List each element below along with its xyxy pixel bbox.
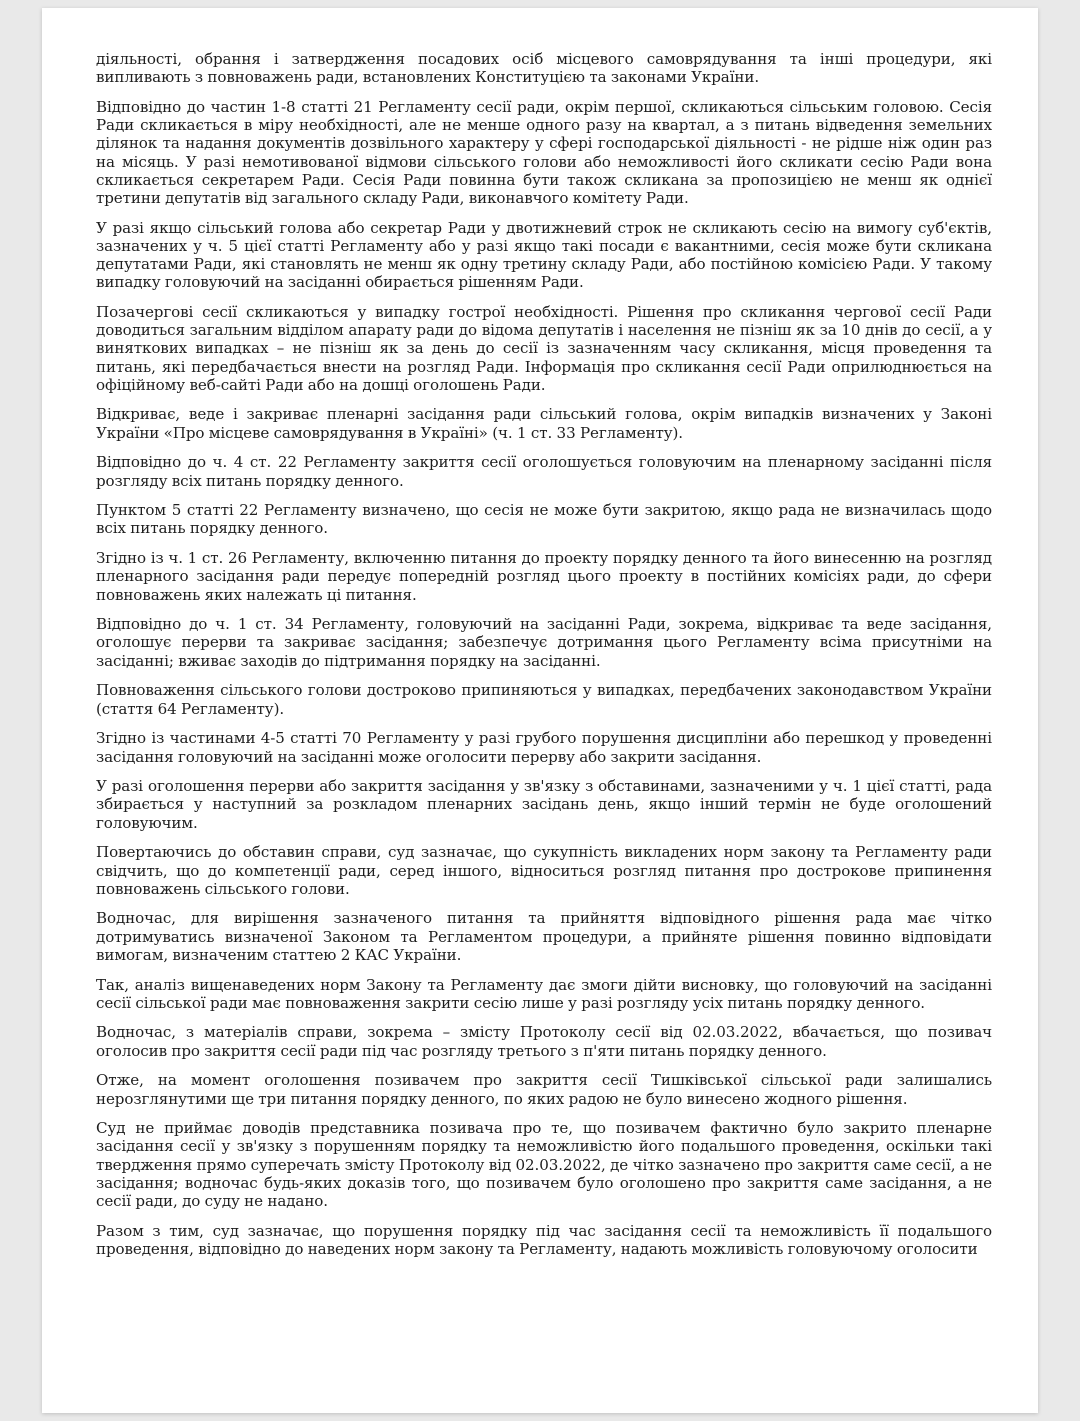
paragraph-1: діяльності, обрання і затвердження посадових осіб місцевого самоврядування та інші процедури, які випливають з повноважень ради, встановлених Конституцією та законами України. [96,50,992,87]
paragraph-7: Пунктом 5 статті 22 Регламенту визначено, що сесія не може бути закритою, якщо рада не визначилась щодо всіх питань порядку денного. [96,501,992,538]
paragraph-18: Суд не приймає доводів представника позивача про те, що позивачем фактично було закрито пленарне засідання сесії у зв'язку з порушенням порядку та неможливістю його подальшого проведення, оскільки такі твердження прямо суперечать змісту Протоколу від 02.03.2022, де чітко зазначено про закриття саме сесії, а не засідання; водночас будь-яких доказів того, що позивачем було оголошено про закриття саме засідання, а не сесії ради, до суду не надано. [96,1119,992,1211]
paragraph-6: Відповідно до ч. 4 ст. 22 Регламенту закриття сесії оголошується головуючим на пленарному засіданні після розгляду всіх питань порядку денного. [96,453,992,490]
paragraph-17: Отже, на момент оголошення позивачем про закриття сесії Тишківської сільської ради залишались нерозглянутими ще три питання порядку денного, по яких радою не було винесено жодного рішення. [96,1071,992,1108]
paragraph-13: Повертаючись до обставин справи, суд зазначає, що сукупність викладених норм закону та Регламенту ради свідчить, що до компетенції ради, серед іншого, відноситься розгляд питання про дострокове припинення повноважень сільського голови. [96,843,992,898]
paragraph-14: Водночас, для вирішення зазначеного питання та прийняття відповідного рішення рада має чітко дотримуватись визначеної Законом та Регламентом процедури, а прийняте рішення повинно відповідати вимогам, визначеним статтею 2 КАС України. [96,909,992,964]
paragraph-16: Водночас, з матеріалів справи, зокрема – змісту Протоколу сесії від 02.03.2022, вбачається, що позивач оголосив про закриття сесії ради під час розгляду третього з п'яти питань порядку денного. [96,1023,992,1060]
paragraph-10: Повноваження сільського голови достроково припиняються у випадках, передбачених законодавством України (стаття 64 Регламенту). [96,681,992,718]
paragraph-11: Згідно із частинами 4-5 статті 70 Регламенту у разі грубого порушення дисципліни або перешкод у проведенні засідання головуючий на засіданні може оголосити перерву або закрити засідання. [96,729,992,766]
paragraph-3: У разі якщо сільський голова або секретар Ради у двотижневий строк не скликають сесію на вимогу суб'єктів, зазначених у ч. 5 цієї статті Регламенту або у разі якщо такі посади є вакантними, сесія може бути скликана депутатами Ради, які становлять не менш як одну третину складу Ради, або постійною комісією Ради. У такому випадку головуючий на засіданні обирається рішенням Ради. [96,218,992,292]
paragraph-5: Відкриває, веде і закриває пленарні засідання ради сільський голова, окрім випадків визначених у Законі України «Про місцеве самоврядування в Україні» (ч. 1 ст. 33 Регламенту). [96,405,992,442]
paragraph-15: Так, аналіз вищенаведених норм Закону та Регламенту дає змоги дійти висновку, що головуючий на засіданні сесії сільської ради має повноваження закрити сесію лише у разі розгляду усіх питань порядку денного. [96,975,992,1012]
paragraph-8: Згідно із ч. 1 ст. 26 Регламенту, включенню питання до проекту порядку денного та його винесенню на розгляд пленарного засідання ради передує попередній розгляд цього проекту в постійних комісіях ради, до сфери повноважень яких належать ці питання. [96,549,992,604]
paragraph-4: Позачергові сесії скликаються у випадку гострої необхідності. Рішення про скликання чергової сесії Ради доводиться загальним відділом апарату ради до відома депутатів і населення не пізніш як за 10 днів до сесії, а у виняткових випадках – не пізніш як за день до сесії із зазначенням часу скликання, місця проведення та питань, які передбачається внести на розгляд Ради. Інформація про скликання сесії Ради оприлюднюється на офіційному веб-сайті Ради або на дошці оголошень Ради. [96,302,992,394]
paragraph-19: Разом з тим, суд зазначає, що порушення порядку під час засідання сесії та неможливість її подальшого проведення, відповідно до наведених норм закону та Регламенту, надають можливість головуючому оголосити [96,1221,992,1258]
paragraph-2: Відповідно до частин 1-8 статті 21 Регламенту сесії ради, окрім першої, скликаються сільським головою. Сесія Ради скликається в міру необхідності, але не менше одного разу на квартал, а з питань відведення земельних ділянок та надання документів дозвільного характеру у сфері господарської діяльності - не рідше ніж один раз на місяць. У разі немотивованої відмови сільського голови або неможливості його скликати сесію Ради вона скликається секретарем Ради. Сесія Ради повинна бути також скликана за пропозицією не менш як однієї третини депутатів від загального складу Ради, виконавчого комітету Ради. [96,97,992,207]
paragraph-12: У разі оголошення перерви або закриття засідання у зв'язку з обставинами, зазначеними у ч. 1 цієї статті, рада збирається у наступний за розкладом пленарних засідань день, якщо інший термін не буде оголошений головуючим. [96,777,992,832]
paragraph-9: Відповідно до ч. 1 ст. 34 Регламенту, головуючий на засіданні Ради, зокрема, відкриває та веде засідання, оголошує перерви та закриває засідання; забезпечує дотримання цього Регламенту всіма присутніми на засіданні; вживає заходів до підтримання порядку на засіданні. [96,615,992,670]
document-page [42,8,1038,1413]
